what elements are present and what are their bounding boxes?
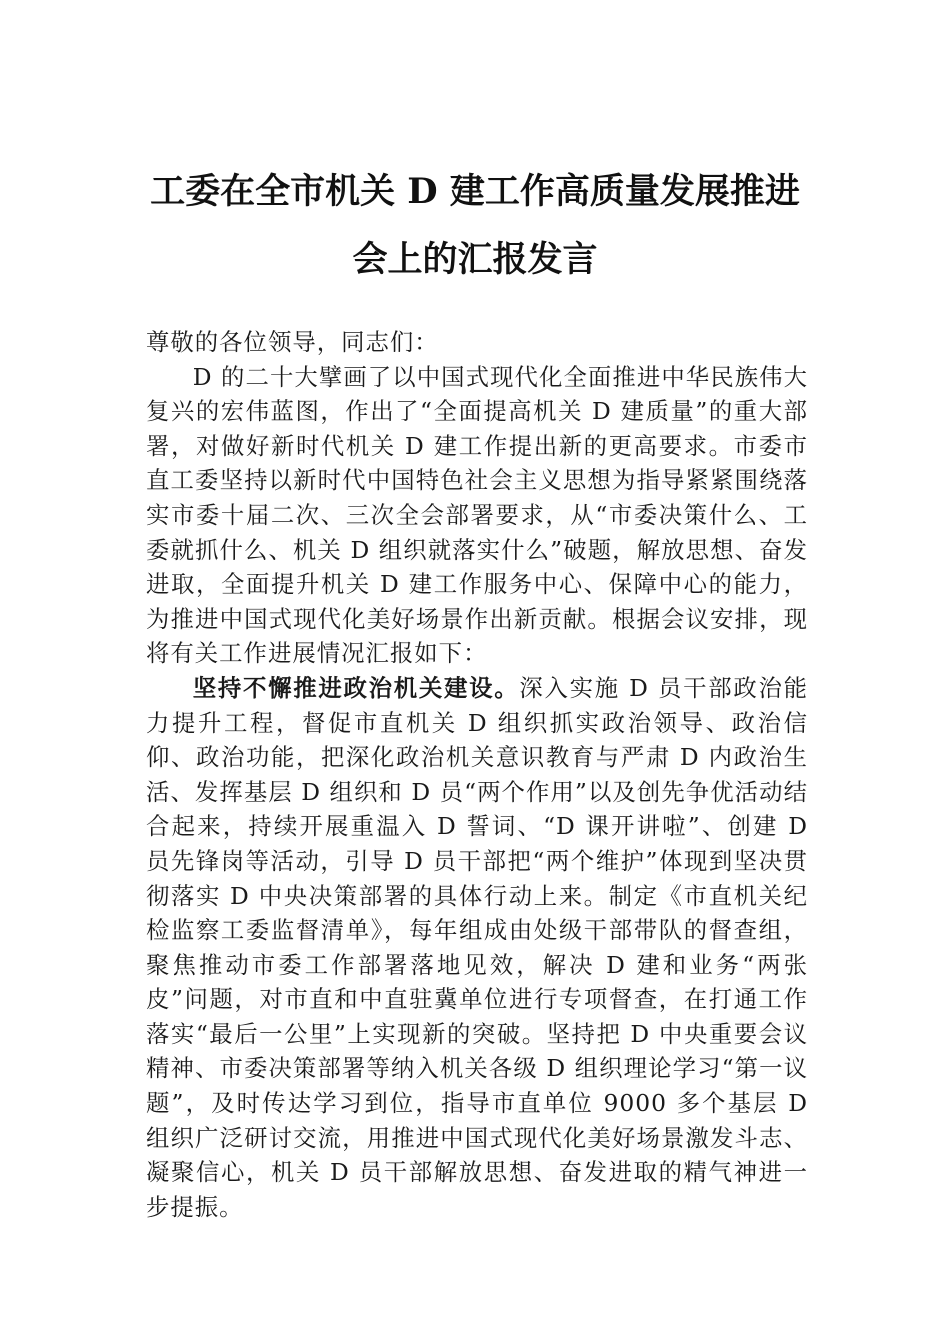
salutation: 尊敬的各位领导，同志们： bbox=[146, 328, 439, 356]
document-title-line-2: 会上的汇报发言 bbox=[352, 239, 598, 280]
document-body bbox=[146, 325, 808, 1224]
paragraph-text: 深入实施 D 员干部政治能力提升工程，督促市直机关 D 组织抓实政治领导、政治信仰、政治功能，把深化政治机关意识教育与严肃 D 内政治生活、发挥基层 D 组织和 D 员“两个作用”以及创先争优活动结合起来，持续开展重温入 D 誓词、“D 课开讲啦”、创建 D 员先锋岗等活动，引导 D 员干部把“两个维护”体现到坚决贯彻落实 D 中央决策部署的具体行动上来。制定《市直机关纪检监察工委监督清单》，每年组成由处级干部带队的督查组，聚焦推动市委工作部署落地见效，解决 D 建和业务“两张皮”问题，对市直和中直驻冀单位进行专项督查，在打通工作落实“最后一公里”上实现新的突破。坚持把 D 中央重要会议精神、市委决策部署等纳入机关各级 D 组织理论学习“第一议题”，及时传达学习到位，指导市直单位 9000 多个基层 D 组织广泛研讨交流，用推进中国式现代化美好场景激发斗志、凝聚信心，机关 D 员干部解放思想、奋发进取的精气神进一步提振。 bbox=[146, 673, 808, 1221]
paragraph-intro: D 的二十大擘画了以中国式现代化全面推进中华民族伟大复兴的宏伟蓝图，作出了“全面提高机关 D 建质量”的重大部署，对做好新时代机关 D 建工作提出新的更高要求。市委市直工委坚持以新时代中国特色社会主义思想为指导紧紧围绕落实市委十届二次、三次全会部署要求，从“市委决策什么、工委就抓什么、机关 D 组织就落实什么”破题，解放思想、奋发进取，全面提升机关 D 建工作服务中心、保障中心的能力，为推进中国式现代化美好场景作出新贡献。根据会议安排，现将有关工作进展情况汇报如下： bbox=[146, 362, 808, 668]
paragraph-heading: 坚持不懈推进政治机关建设。 bbox=[192, 673, 520, 702]
document-title-line-1: 工委在全市机关 D 建工作高质量发展推进 bbox=[150, 171, 800, 212]
paragraph-political-construction bbox=[146, 671, 808, 1225]
